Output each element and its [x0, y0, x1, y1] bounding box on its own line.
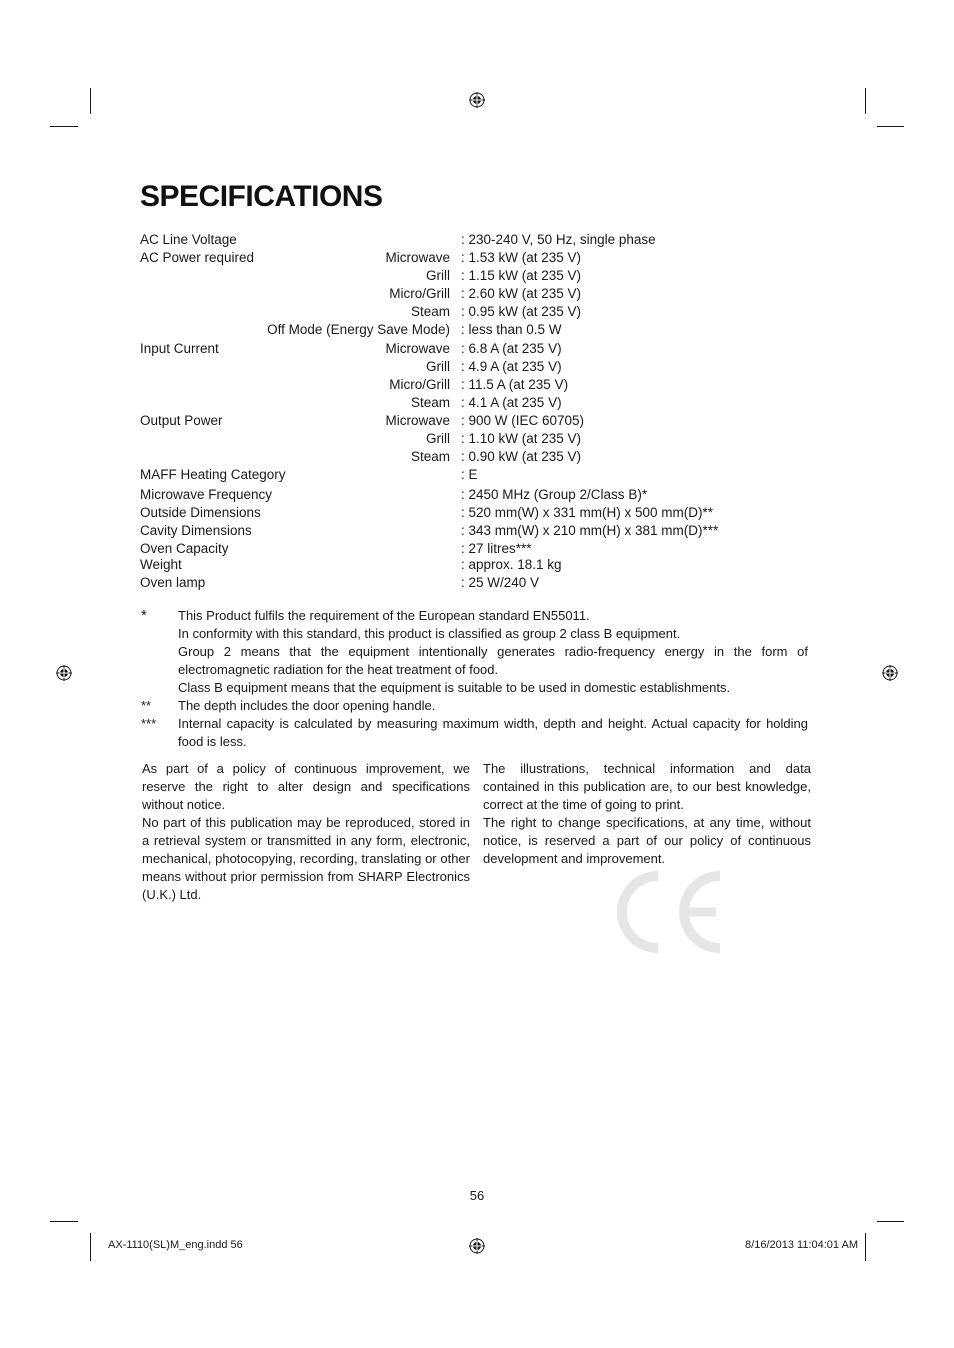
footnote-text: Internal capacity is calculated by measuring maximum width, depth and height. Actual capacity for holding food is less.: [178, 716, 808, 749]
spec-value: : 4.9 A (at 235 V): [461, 359, 562, 374]
spec-value: : 0.95 kW (at 235 V): [461, 304, 582, 319]
crop-mark: [90, 88, 91, 114]
spec-row-output-power: [0, 430, 954, 448]
spec-label: AC Line Voltage: [140, 232, 237, 247]
spec-value: : 4.1 A (at 235 V): [461, 395, 562, 410]
spec-value: : 900 W (IEC 60705): [461, 413, 585, 428]
spec-row-input-current: [0, 394, 954, 412]
spec-sublabel: Off Mode (Energy Save Mode): [267, 322, 450, 337]
crop-mark: [90, 1233, 91, 1261]
registration-mark-icon: [469, 92, 485, 108]
spec-label: MAFF Heating Category: [140, 467, 286, 482]
spec-row-maff: [0, 466, 954, 484]
spec-value: : 230-240 V, 50 Hz, single phase: [461, 232, 656, 247]
spec-label: Microwave Frequency: [140, 487, 273, 502]
spec-sublabel: Micro/Grill: [389, 286, 450, 301]
notice-paragraph: The right to change specifications, at any time, without notice, is reserved a part of our policy of continuous development and improvement.: [483, 815, 811, 866]
spec-row-oven-lamp: [0, 574, 954, 592]
footnote-mark: *: [141, 607, 147, 624]
spec-sublabel: Steam: [410, 449, 450, 464]
spec-label: Oven Capacity: [140, 541, 229, 556]
spec-value: : 520 mm(W) x 331 mm(H) x 500 mm(D)**: [461, 505, 714, 520]
spec-value: : 11.5 A (at 235 V): [461, 377, 569, 392]
spec-row-ac-power: [0, 267, 954, 285]
footnote-line: In conformity with this standard, this product is classified as group 2 class B equipment.: [178, 626, 681, 641]
crop-mark: [877, 1221, 904, 1222]
spec-value: : approx. 18.1 kg: [461, 557, 562, 572]
ce-mark-icon: [608, 870, 724, 954]
crop-mark: [865, 1233, 866, 1261]
spec-sublabel: Microwave: [385, 413, 450, 428]
spec-row-input-current: [0, 340, 954, 358]
crop-mark: [865, 88, 866, 114]
spec-label: Oven lamp: [140, 575, 206, 590]
spec-sublabel: Steam: [410, 304, 450, 319]
spec-label: Input Current: [140, 341, 219, 356]
spec-row-ac-power: [0, 321, 954, 339]
spec-row-ac-line-voltage: [0, 231, 954, 249]
spec-value: : 6.8 A (at 235 V): [461, 341, 562, 356]
spec-value: : 2450 MHz (Group 2/Class B)*: [461, 487, 648, 502]
spec-value: : 25 W/240 V: [461, 575, 540, 590]
spec-row-ac-power: [0, 303, 954, 321]
spec-row-output-power: [0, 412, 954, 430]
footnote-line: Class B equipment means that the equipment is suitable to be used in domestic establishments.: [178, 680, 731, 695]
footer-filename: AX-1110(SL)M_eng.indd 56: [108, 1239, 243, 1251]
footer-timestamp: 8/16/2013 11:04:01 AM: [745, 1239, 858, 1251]
spec-row-ac-power: [0, 285, 954, 303]
spec-value: : 0.90 kW (at 235 V): [461, 449, 582, 464]
spec-row-weight: [0, 556, 954, 574]
spec-value: : 27 litres***: [461, 541, 532, 556]
spec-value: : less than 0.5 W: [461, 322, 562, 337]
spec-row-outside-dimensions: [0, 504, 954, 522]
registration-mark-icon: [882, 665, 898, 681]
footnote-line: Group 2 means that the equipment intentionally generates radio-frequency energy in the form of electromagnetic radiation for the heat treatment of food.: [178, 644, 808, 677]
spec-value: : 1.53 kW (at 235 V): [461, 250, 582, 265]
footnote-mark: ***: [141, 716, 157, 731]
footnote-line: This Product fulfils the requirement of the European standard EN55011.: [178, 608, 590, 623]
crop-mark: [877, 126, 904, 127]
notice-paragraph: The illustrations, technical information and data contained in this publication are, to our best knowledge, correct at the time of going to print.: [483, 761, 811, 812]
registration-mark-icon: [469, 1238, 485, 1254]
spec-value: : E: [461, 467, 478, 482]
notice-right: [483, 760, 811, 868]
notice-left: [142, 760, 470, 904]
spec-row-frequency: [0, 486, 954, 504]
notice-paragraph: As part of a policy of continuous improvement, we reserve the right to alter design and specifications without notice.: [142, 761, 470, 812]
spec-sublabel: Grill: [426, 431, 450, 446]
spec-sublabel: Grill: [426, 268, 450, 283]
spec-value: : 1.15 kW (at 235 V): [461, 268, 582, 283]
footnote-text: The depth includes the door opening handle.: [178, 698, 436, 713]
spec-sublabel: Microwave: [385, 341, 450, 356]
spec-label: Weight: [140, 557, 182, 572]
spec-value: : 343 mm(W) x 210 mm(H) x 381 mm(D)***: [461, 523, 719, 538]
registration-mark-icon: [56, 665, 72, 681]
page-title: SPECIFICATIONS: [140, 180, 383, 213]
spec-row-cavity-dimensions: [0, 522, 954, 540]
spec-label: AC Power required: [140, 250, 255, 265]
spec-sublabel: Steam: [410, 395, 450, 410]
page-number: 56: [469, 1188, 485, 1203]
spec-label: Output Power: [140, 413, 223, 428]
spec-label: Cavity Dimensions: [140, 523, 252, 538]
footnote-text: [178, 607, 808, 697]
spec-sublabel: Micro/Grill: [389, 377, 450, 392]
spec-label: Outside Dimensions: [140, 505, 261, 520]
footnote-mark: **: [141, 698, 152, 713]
spec-row-ac-power: [0, 249, 954, 267]
spec-value: : 2.60 kW (at 235 V): [461, 286, 582, 301]
crop-mark: [50, 1221, 78, 1222]
crop-mark: [50, 126, 78, 127]
spec-row-output-power: [0, 448, 954, 466]
spec-row-input-current: [0, 358, 954, 376]
spec-row-input-current: [0, 376, 954, 394]
notice-paragraph: No part of this publication may be reproduced, stored in a retrieval system or transmitted in any form, electronic, mechanical, photocopying, recording, translating or other means without prior permission from SHARP Electronics (U.K.) Ltd.: [142, 815, 470, 902]
spec-sublabel: Microwave: [385, 250, 450, 265]
spec-sublabel: Grill: [426, 359, 450, 374]
spec-value: : 1.10 kW (at 235 V): [461, 431, 582, 446]
